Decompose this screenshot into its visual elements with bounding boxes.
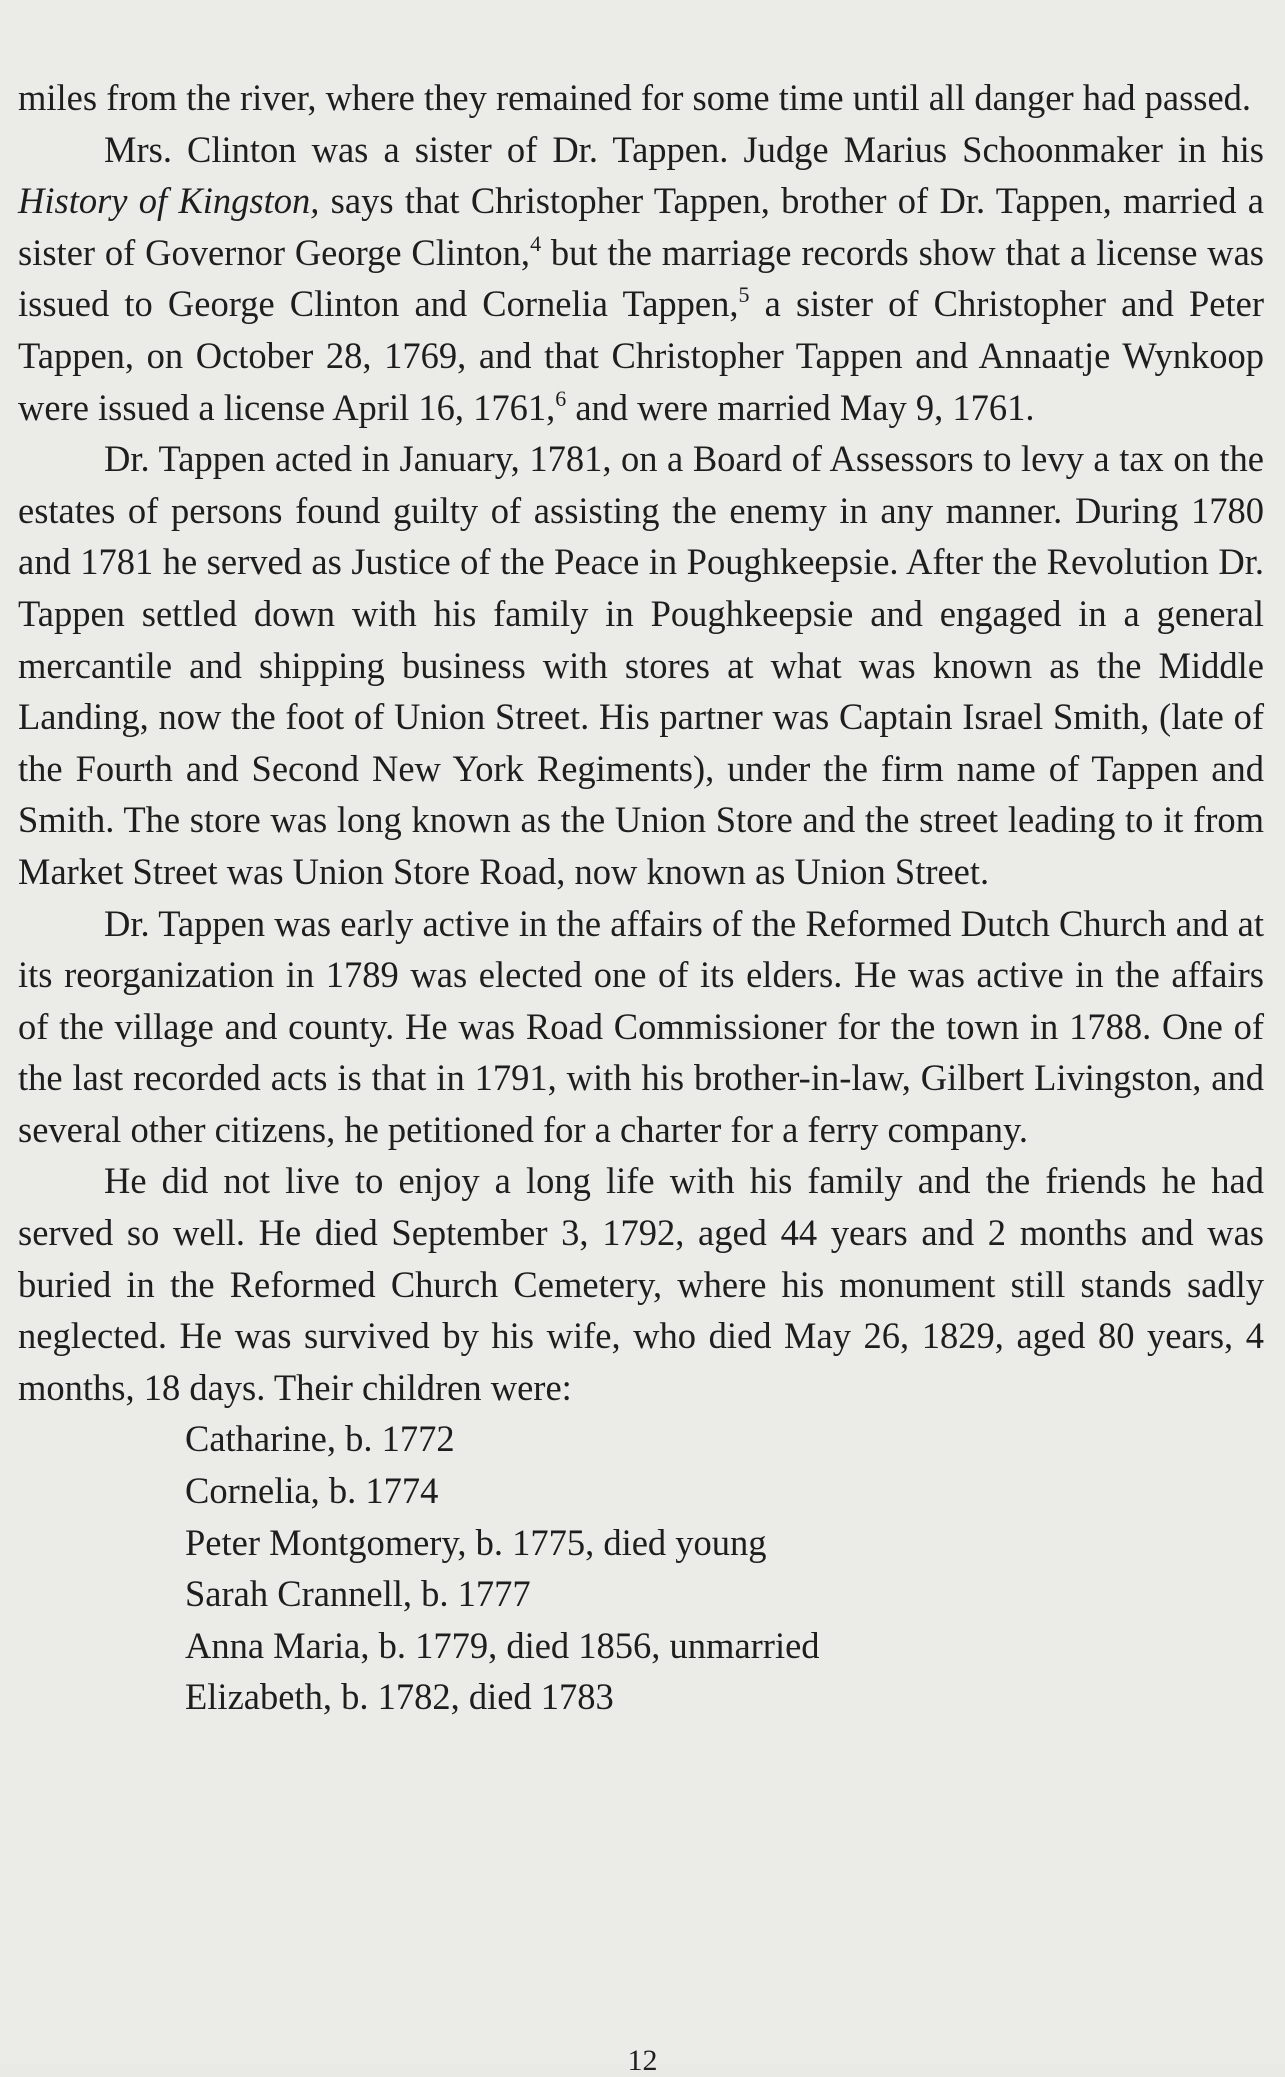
paragraph [18, 1155, 1264, 1413]
book-title: History of Kingston, [18, 180, 320, 222]
body-text [18, 72, 1264, 1723]
paragraph-text: but the marriage records show that a license was issued to George Clinton and Cornelia Tappen, [18, 231, 1265, 325]
paragraph [18, 72, 1264, 124]
footnote-ref: 5 [738, 282, 750, 308]
paragraph-text: Mrs. Clinton was a sister of Dr. Tappen. Judge Marius Schoonmaker in his [104, 128, 1264, 170]
paragraph-text: says that Christopher Tappen, brother of Dr. Tappen, married a sister of Governor George Clinton, [18, 180, 1264, 273]
paragraphs [18, 72, 1264, 1413]
paragraph-text: He did not live to enjoy a long life with his family and the friends he had served so well. He died September 3, 1792, aged 44 years and 2 months and was buried in the Reformed Church Cemetery, where his monument still stands sadly neglected. He was survived by his wife, who died May 26, 1829, aged 80 years, 4 months, 18 days. Their children were: [18, 1160, 1264, 1408]
child-entry: Catharine, b. 1772 [185, 1418, 455, 1460]
child-entry: Sarah Crannell, b. 1777 [185, 1573, 531, 1615]
paragraph-text: and were married May 9, 1761. [566, 386, 1035, 428]
paragraph-text: miles from the river, where they remained for some time until all danger had passed. [18, 77, 1252, 118]
child-entry: Anna Maria, b. 1779, died 1856, unmarried [185, 1624, 820, 1666]
paragraph-text: a sister of Christopher and Peter Tappen, on October 28, 1769, and that Christopher Tappen and Annaatje Wynkoop were issued a license April 16, 1761, [18, 283, 1264, 428]
footnote-ref: 4 [530, 230, 542, 256]
children-list [18, 1413, 1264, 1723]
child-entry: Elizabeth, b. 1782, died 1783 [185, 1676, 614, 1718]
child-entry: Peter Montgomery, b. 1775, died young [185, 1521, 767, 1563]
paragraph [18, 433, 1264, 897]
paragraph-text: Dr. Tappen was early active in the affairs of the Reformed Dutch Church and at its reorganization in 1789 was elected one of its elders. He was active in the affairs of the village and county. He was Road Commissioner for the town in 1788. One of the last recorded acts is that in 1791, with his brother-in-law, Gilbert Livingston, and several other citizens, he petitioned for a charter for a ferry company. [18, 902, 1264, 1150]
footnote-ref: 6 [555, 385, 567, 411]
paragraph [18, 124, 1264, 434]
child-entry: Cornelia, b. 1774 [185, 1470, 439, 1512]
paragraph-text: Dr. Tappen acted in January, 1781, on a Board of Assessors to levy a tax on the estates of persons found guilty of assisting the enemy in any manner. During 1780 and 1781 he served as Justice of the Peace in Poughkeepsie. After the Revolution Dr. Tappen settled down with his family in Poughkeepsie and engaged in a general mercantile and shipping business with stores at what was known as the Middle Landing, now the foot of Union Street. His partner was Captain Israel Smith, (late of the Fourth and Second New York Regiments), under the firm name of Tappen and Smith. The store was long known as the Union Store and the street leading to it from Market Street was Union Store Road, now known as Union Street. [18, 438, 1264, 892]
page-number: 12 [627, 2044, 658, 2077]
paragraph [18, 898, 1264, 1156]
